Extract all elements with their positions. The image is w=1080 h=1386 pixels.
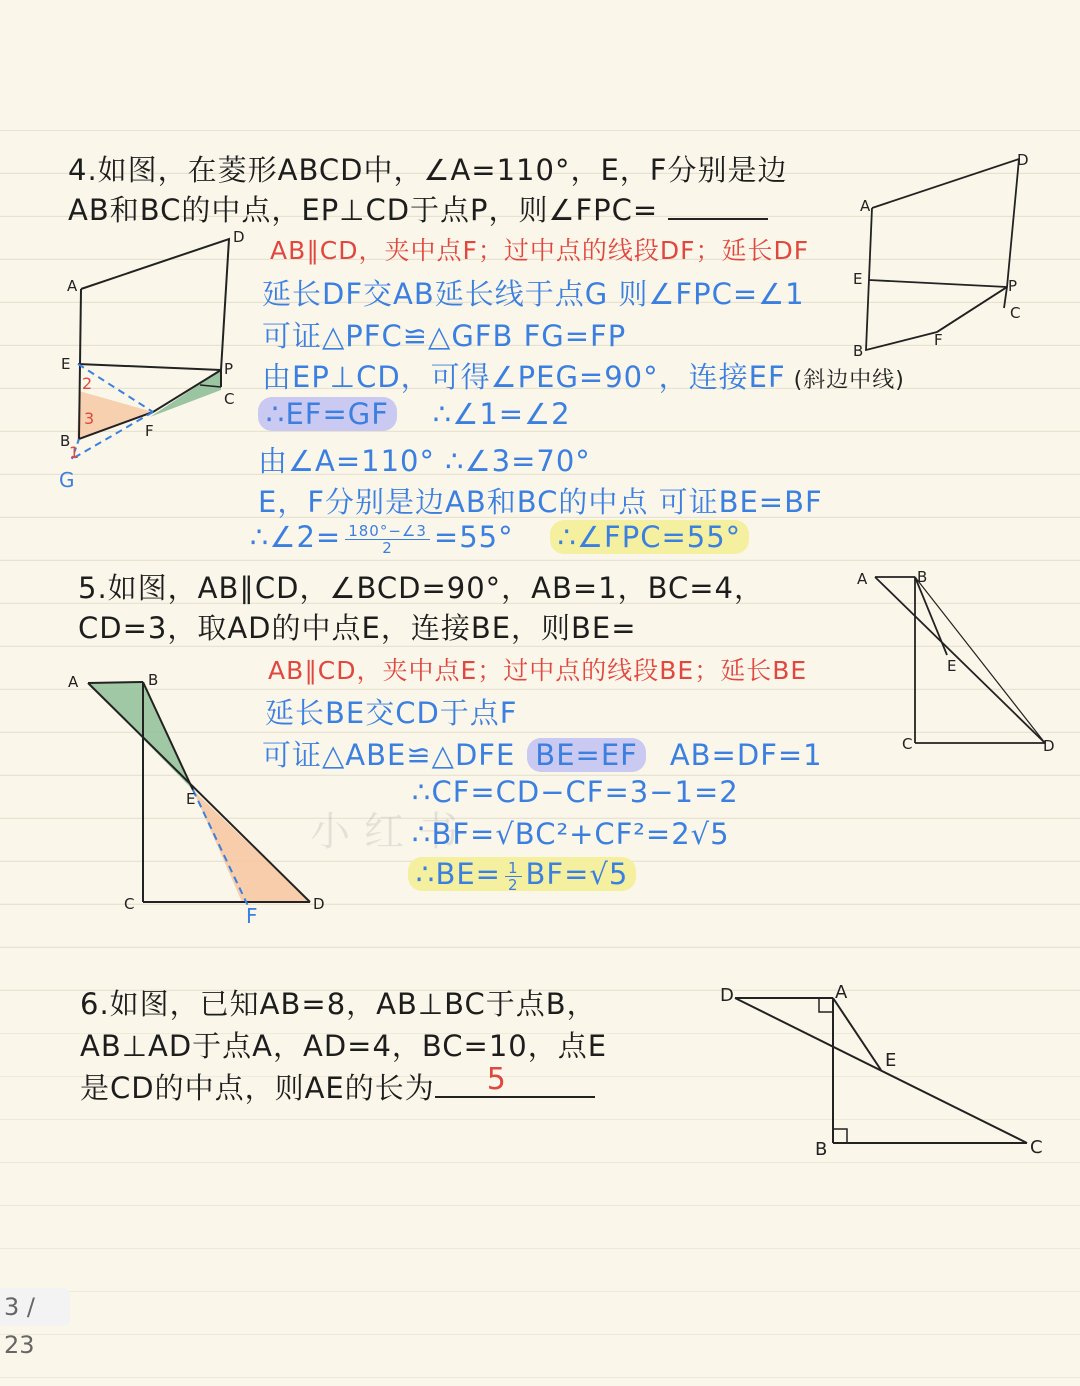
q6-answer: 5 (486, 1062, 507, 1097)
q5-fig-right-label-d: D (1043, 737, 1055, 755)
q4-step-7-result: =55° (433, 520, 514, 554)
q5-figure-left (70, 670, 340, 920)
q6-text-line3-body: 是CD的中点，则AE的长为 (80, 1071, 435, 1105)
q4-fig-left-label-f: F (145, 422, 154, 440)
q6-fig-right-angle-a (819, 998, 833, 1012)
q5-step-5-prefix: ∴BE= (416, 857, 501, 891)
q4-step-6: E，F分别是边AB和BC的中点 可证BE=BF (258, 485, 823, 519)
q5-step-4: ∴BF=√BC²+CF²=2√5 (412, 817, 730, 851)
q4-final-answer-highlight: ∴∠FPC=55° (550, 520, 750, 554)
q5-text-line2: CD=3，取AD的中点E，连接BE，则BE= (78, 611, 637, 645)
q4-figure-left (50, 225, 250, 495)
q5-text-line1: 5.如图，AB∥CD，∠BCD=90°，AB=1，BC=4， (78, 571, 765, 605)
q6-fig-label-d: D (720, 985, 734, 1006)
q4-text-line2-body: AB和BC的中点，EP⊥CD于点P，则∠FPC= (68, 193, 659, 227)
q5-step-5-suffix: BF=√5 (525, 857, 629, 891)
q4-step-3 (262, 355, 905, 396)
q4-step-7 (250, 520, 749, 556)
q5-fig-right-label-e: E (947, 657, 957, 675)
q5-fig-right-be (915, 577, 947, 655)
q6-fig-right-angle-b (833, 1129, 847, 1143)
q5-fig-right-bd (915, 577, 1045, 743)
q6-fig-label-e: E (885, 1050, 897, 1071)
q4-step-4 (258, 397, 571, 431)
q5-fraction-numerator: 1 (505, 860, 522, 877)
q5-fig-left-label-c: C (124, 895, 135, 913)
q5-step-2-body: 可证△ABE≌△DFE (262, 738, 516, 772)
q4-fig-right-label-a: A (860, 197, 871, 215)
q4-fraction (345, 523, 430, 556)
q4-fig-left-label-e: E (61, 355, 71, 373)
q4-fig-right-label-d: D (1017, 151, 1029, 169)
q5-fraction-denominator: 2 (507, 875, 519, 894)
q4-fig-right-label-c: C (1010, 304, 1021, 322)
q5-final-answer-highlight (408, 857, 636, 894)
q4-answer-blank (668, 194, 768, 220)
q4-fig-right-pf (937, 287, 1007, 332)
q5-fig-left-label-a: A (68, 673, 79, 691)
q5-fig-left-label-f: F (246, 904, 258, 928)
q4-step-1: 延长DF交AB延长线于点G 则∠FPC=∠1 (262, 277, 805, 311)
q6-text-line1: 6.如图，已知AB=8，AB⊥BC于点B， (80, 987, 597, 1021)
q4-step-3-note: (斜边中线) (793, 368, 905, 393)
q5-fig-right-label-a: A (857, 570, 868, 588)
q5-fig-left-ad (88, 683, 310, 902)
q5-fig-left-label-e: E (186, 790, 196, 808)
q4-fraction-denominator: 2 (382, 538, 393, 557)
q4-hint: AB∥CD，夹中点F；过中点的线段DF；延长DF (270, 236, 810, 265)
q4-fig-right-label-e: E (853, 270, 863, 288)
q4-fig-right-pc (1004, 287, 1007, 308)
q5-step-3: ∴CF=CD−CF=3−1=2 (412, 775, 739, 809)
q4-step-2: 可证△PFC≌△GFB FG=FP (262, 319, 627, 353)
q4-fig-left-label-a: A (67, 277, 78, 295)
page-indicator: 3 / 23 (0, 1288, 70, 1326)
q4-fraction-numerator: 180°−∠3 (345, 523, 430, 540)
q4-angle-eq: ∴∠1=∠2 (432, 397, 571, 431)
q6-fig-label-c: C (1030, 1137, 1043, 1158)
q4-fig-left-label-p: P (224, 360, 234, 378)
q5-fig-left-label-d: D (313, 895, 325, 913)
q4-text-line1: 4.如图，在菱形ABCD中，∠A=110°，E，F分别是边 (68, 153, 788, 187)
q4-fig-left-ep (78, 364, 221, 370)
q4-figure-right (845, 145, 1045, 355)
q6-text-line2: AB⊥AD于点A，AD=4，BC=10，点E (80, 1029, 608, 1063)
watermark: 小红书 (310, 809, 472, 855)
q4-fig-left-angle-1: 1 (69, 443, 80, 462)
q5-step-5 (408, 857, 636, 893)
q4-fig-left-angle-3: 3 (84, 409, 95, 428)
q6-fig-dc (735, 998, 1027, 1143)
q4-fig-left-angle-2: 2 (82, 374, 93, 393)
q4-text-line2 (68, 188, 768, 229)
q4-fig-left-label-g: G (59, 468, 75, 492)
q4-step-3-body: 由EP⊥CD，可得∠PEG=90°，连接EF (262, 360, 786, 394)
q4-fig-left-label-b: B (60, 432, 71, 450)
q5-fig-right-ad (875, 577, 1045, 743)
q4-step-5: 由∠A=110° ∴∠3=70° (258, 444, 591, 478)
q5-fig-left-ab (88, 682, 143, 683)
q5-be-ef-highlight: BE=EF (527, 738, 646, 772)
q4-step-7-prefix: ∴∠2= (250, 520, 342, 554)
q4-fig-right-label-f: F (934, 331, 943, 349)
q4-fig-right-rhombus (866, 159, 1019, 350)
q4-fig-right-label-b: B (853, 342, 864, 360)
q4-fig-left-label-c: C (224, 390, 235, 408)
q5-step-1: 延长BE交CD于点F (265, 696, 518, 730)
page-top-margin (0, 0, 1080, 130)
q5-ab-df: AB=DF=1 (669, 738, 823, 772)
q4-fig-left-label-d: D (233, 228, 245, 246)
q4-fig-right-ep (869, 280, 1007, 287)
q5-hint: AB∥CD，夹中点E；过中点的线段BE；延长BE (268, 656, 808, 685)
q6-fig-label-b: B (815, 1139, 828, 1160)
q6-fig-label-a: A (835, 982, 848, 1003)
q5-fig-left-label-b: B (148, 671, 159, 689)
q4-ef-gf-highlight: ∴EF=GF (258, 397, 397, 431)
q6-answer-blank (435, 1062, 595, 1098)
q5-step-2 (262, 733, 823, 774)
q4-fig-right-label-p: P (1008, 277, 1018, 295)
q6-text-line3 (80, 1062, 595, 1107)
q5-fraction (505, 860, 522, 893)
q5-fig-right-label-b: B (917, 568, 928, 586)
q5-fig-right-label-c: C (902, 735, 913, 753)
